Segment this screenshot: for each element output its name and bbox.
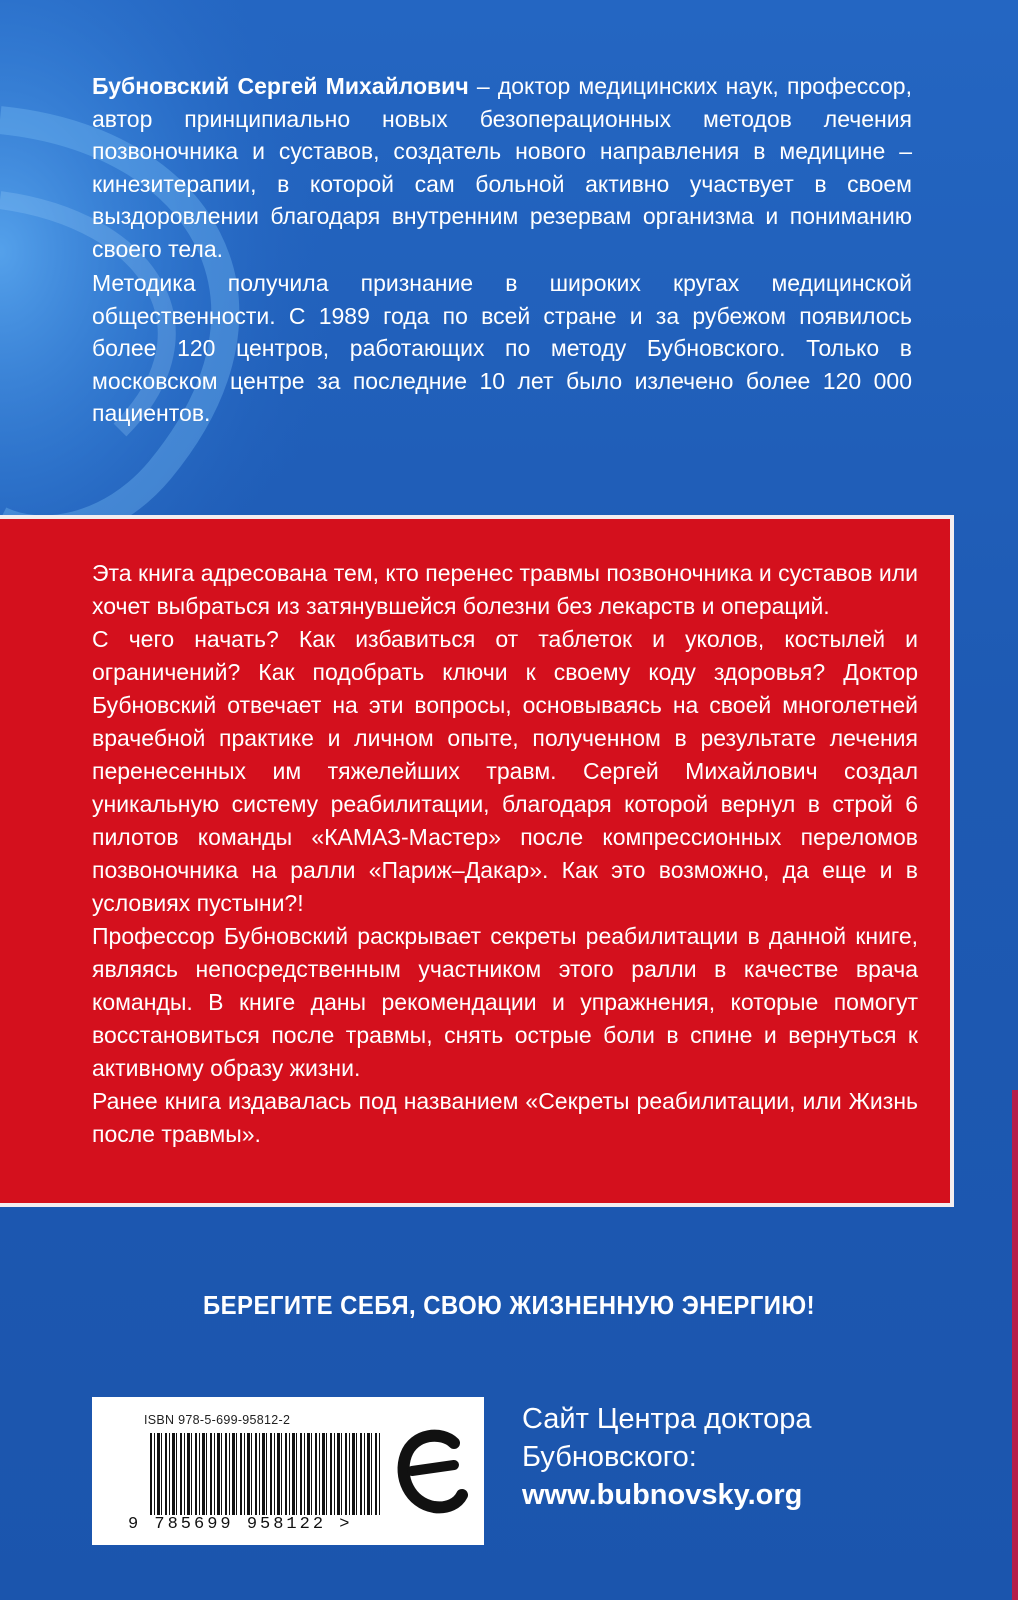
annotation-paragraph-3: Профессор Бубновский раскрывает секреты реабилитации в данной книге, являясь непосредственным участником этого ралли в качестве врача команды. В книге даны рекомендации и упражнения, которые помогут восстановиться после травмы, снять острые боли в спине и вернуться к активному образу жизни. (92, 923, 918, 1081)
annotation-paragraph-2: С чего начать? Как избавиться от таблеток и уколов, костылей и ограничений? Как подобрать ключи к своему коду здоровья? Доктор Бубновский отвечает на эти вопросы, основываясь на своей многолетней врачебной практике и личном опыте, полученном в результате лечения перенесенных им тяжелейших травм. Сергей Михайлович создал уникальную систему реабилитации, благодаря которой вернул в строй 6 пилотов команды «КАМАЗ-Мастер» после компрессионных переломов позвоночника на ралли «Париж–Дакар». Как это возможно, да еще и в условиях пустыни?! (92, 626, 918, 916)
author-bio (92, 70, 912, 432)
barcode-bars (150, 1433, 380, 1515)
author-name: Бубновский Сергей Михайлович (92, 73, 469, 99)
publisher-logo-icon (392, 1425, 472, 1515)
isbn-text: ISBN 978-5-699-95812-2 (144, 1413, 291, 1427)
method-paragraph: Методика получила признание в широких кругах медицинской общественности. С 1989 года по всей стране и за рубежом появилось более 120 центров, работающих по методу Бубновского. Только в московском центре за последние 10 лет было излечено более 120 000 пациентов. (92, 270, 912, 426)
website-info (522, 1400, 812, 1514)
site-url: www.bubnovsky.org (522, 1479, 803, 1511)
annotation-paragraph-1: Эта книга адресована тем, кто перенес травмы позвоночника и суставов или хочет выбраться из затянувшейся болезни без лекарств и операций. (92, 560, 918, 619)
annotation-paragraph-4: Ранее книга издавалась под названием «Секреты реабилитации, или Жизнь после травмы». (92, 1088, 918, 1147)
barcode-box (92, 1397, 484, 1545)
slogan: БЕРЕГИТЕ СЕБЯ, СВОЮ ЖИЗНЕННУЮ ЭНЕРГИЮ! (202, 1290, 816, 1320)
site-line-1: Сайт Центра доктора (522, 1403, 812, 1435)
barcode-digits: 9 785699 958122 > (128, 1515, 353, 1534)
author-bio-text: – доктор медицинских наук, профессор, автор принципиально новых безоперационных методов лечения позвоночника и суставов, создатель нового направления в медицине – кинезитерапии, в которой сам больной активно участвует в своем выздоровлении благодаря внутренним резервам организма и пониманию своего тела. (92, 73, 912, 262)
annotation-text (92, 557, 918, 1151)
spine-edge (1012, 1090, 1018, 1600)
author-paragraph (92, 70, 912, 265)
site-line-2: Бубновского: (522, 1441, 697, 1473)
